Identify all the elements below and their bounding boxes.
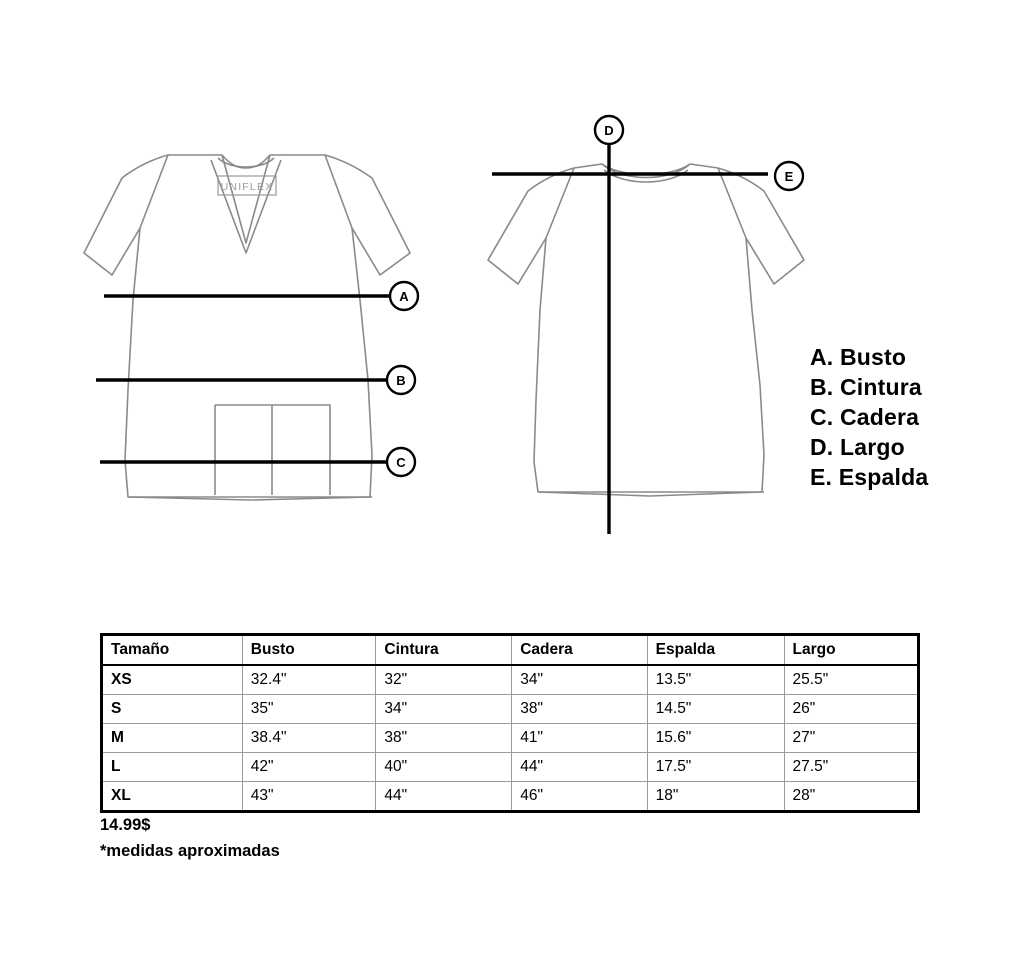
table-cell-busto: 38.4" bbox=[242, 724, 376, 753]
table-row bbox=[102, 753, 919, 782]
table-cell-cintura: 38" bbox=[376, 724, 512, 753]
approx-note: *medidas aproximadas bbox=[100, 842, 280, 860]
brand-tag-label: UNIFLEX bbox=[220, 181, 274, 193]
table-header-cell: Busto bbox=[242, 635, 376, 666]
table-header-cell: Largo bbox=[784, 635, 918, 666]
table-cell-espalda: 14.5" bbox=[647, 695, 784, 724]
footnotes bbox=[100, 812, 280, 864]
callout-c-label: C bbox=[396, 455, 406, 470]
front-measure-lines bbox=[96, 296, 390, 462]
price-label: 14.99$ bbox=[100, 816, 151, 834]
legend-item-e: E. Espalda bbox=[810, 464, 929, 490]
callout-b bbox=[387, 366, 415, 394]
table-row bbox=[102, 782, 919, 812]
legend-item-b: B. Cintura bbox=[810, 374, 922, 400]
callout-a-label: A bbox=[399, 289, 409, 304]
size-table bbox=[100, 633, 920, 813]
table-cell-cintura: 40" bbox=[376, 753, 512, 782]
table-cell-espalda: 17.5" bbox=[647, 753, 784, 782]
table-row bbox=[102, 724, 919, 753]
front-view-illustration bbox=[84, 155, 410, 500]
table-cell-cadera: 46" bbox=[512, 782, 647, 812]
table-header-cell: Cintura bbox=[376, 635, 512, 666]
measurement-legend bbox=[810, 342, 928, 492]
table-row bbox=[102, 665, 919, 695]
table-header-cell: Tamaño bbox=[102, 635, 243, 666]
table-cell-cintura: 32" bbox=[376, 665, 512, 695]
table-cell-busto: 42" bbox=[242, 753, 376, 782]
table-cell-largo: 27" bbox=[784, 724, 918, 753]
callout-e bbox=[775, 162, 803, 190]
table-cell-cintura: 34" bbox=[376, 695, 512, 724]
table-cell-busto: 43" bbox=[242, 782, 376, 812]
table-cell-largo: 26" bbox=[784, 695, 918, 724]
table-row bbox=[102, 695, 919, 724]
callout-d-label: D bbox=[604, 123, 614, 138]
table-cell-size: XS bbox=[102, 665, 243, 695]
table-cell-cadera: 41" bbox=[512, 724, 647, 753]
legend-item-c: C. Cadera bbox=[810, 404, 920, 430]
legend-item-a: A. Busto bbox=[810, 344, 907, 370]
table-cell-size: M bbox=[102, 724, 243, 753]
table-cell-espalda: 18" bbox=[647, 782, 784, 812]
table-cell-cadera: 34" bbox=[512, 665, 647, 695]
table-cell-busto: 35" bbox=[242, 695, 376, 724]
table-header-cell: Cadera bbox=[512, 635, 647, 666]
table-cell-size: S bbox=[102, 695, 243, 724]
table-cell-size: XL bbox=[102, 782, 243, 812]
table-cell-largo: 27.5" bbox=[784, 753, 918, 782]
table-cell-cintura: 44" bbox=[376, 782, 512, 812]
table-cell-busto: 32.4" bbox=[242, 665, 376, 695]
table-header-cell: Espalda bbox=[647, 635, 784, 666]
callout-b-label: B bbox=[396, 373, 406, 388]
back-view-illustration bbox=[488, 164, 804, 496]
brand-tag bbox=[218, 176, 276, 195]
table-cell-cadera: 38" bbox=[512, 695, 647, 724]
table-cell-espalda: 15.6" bbox=[647, 724, 784, 753]
table-cell-size: L bbox=[102, 753, 243, 782]
callout-d bbox=[595, 116, 623, 144]
table-cell-espalda: 13.5" bbox=[647, 665, 784, 695]
legend-item-d: D. Largo bbox=[810, 434, 905, 460]
callout-c bbox=[387, 448, 415, 476]
table-cell-cadera: 44" bbox=[512, 753, 647, 782]
back-measure-lines bbox=[492, 142, 768, 534]
table-header-row bbox=[102, 635, 919, 666]
callout-a bbox=[390, 282, 418, 310]
callout-e-label: E bbox=[784, 169, 794, 184]
size-chart bbox=[100, 633, 920, 813]
table-cell-largo: 28" bbox=[784, 782, 918, 812]
table-cell-largo: 25.5" bbox=[784, 665, 918, 695]
